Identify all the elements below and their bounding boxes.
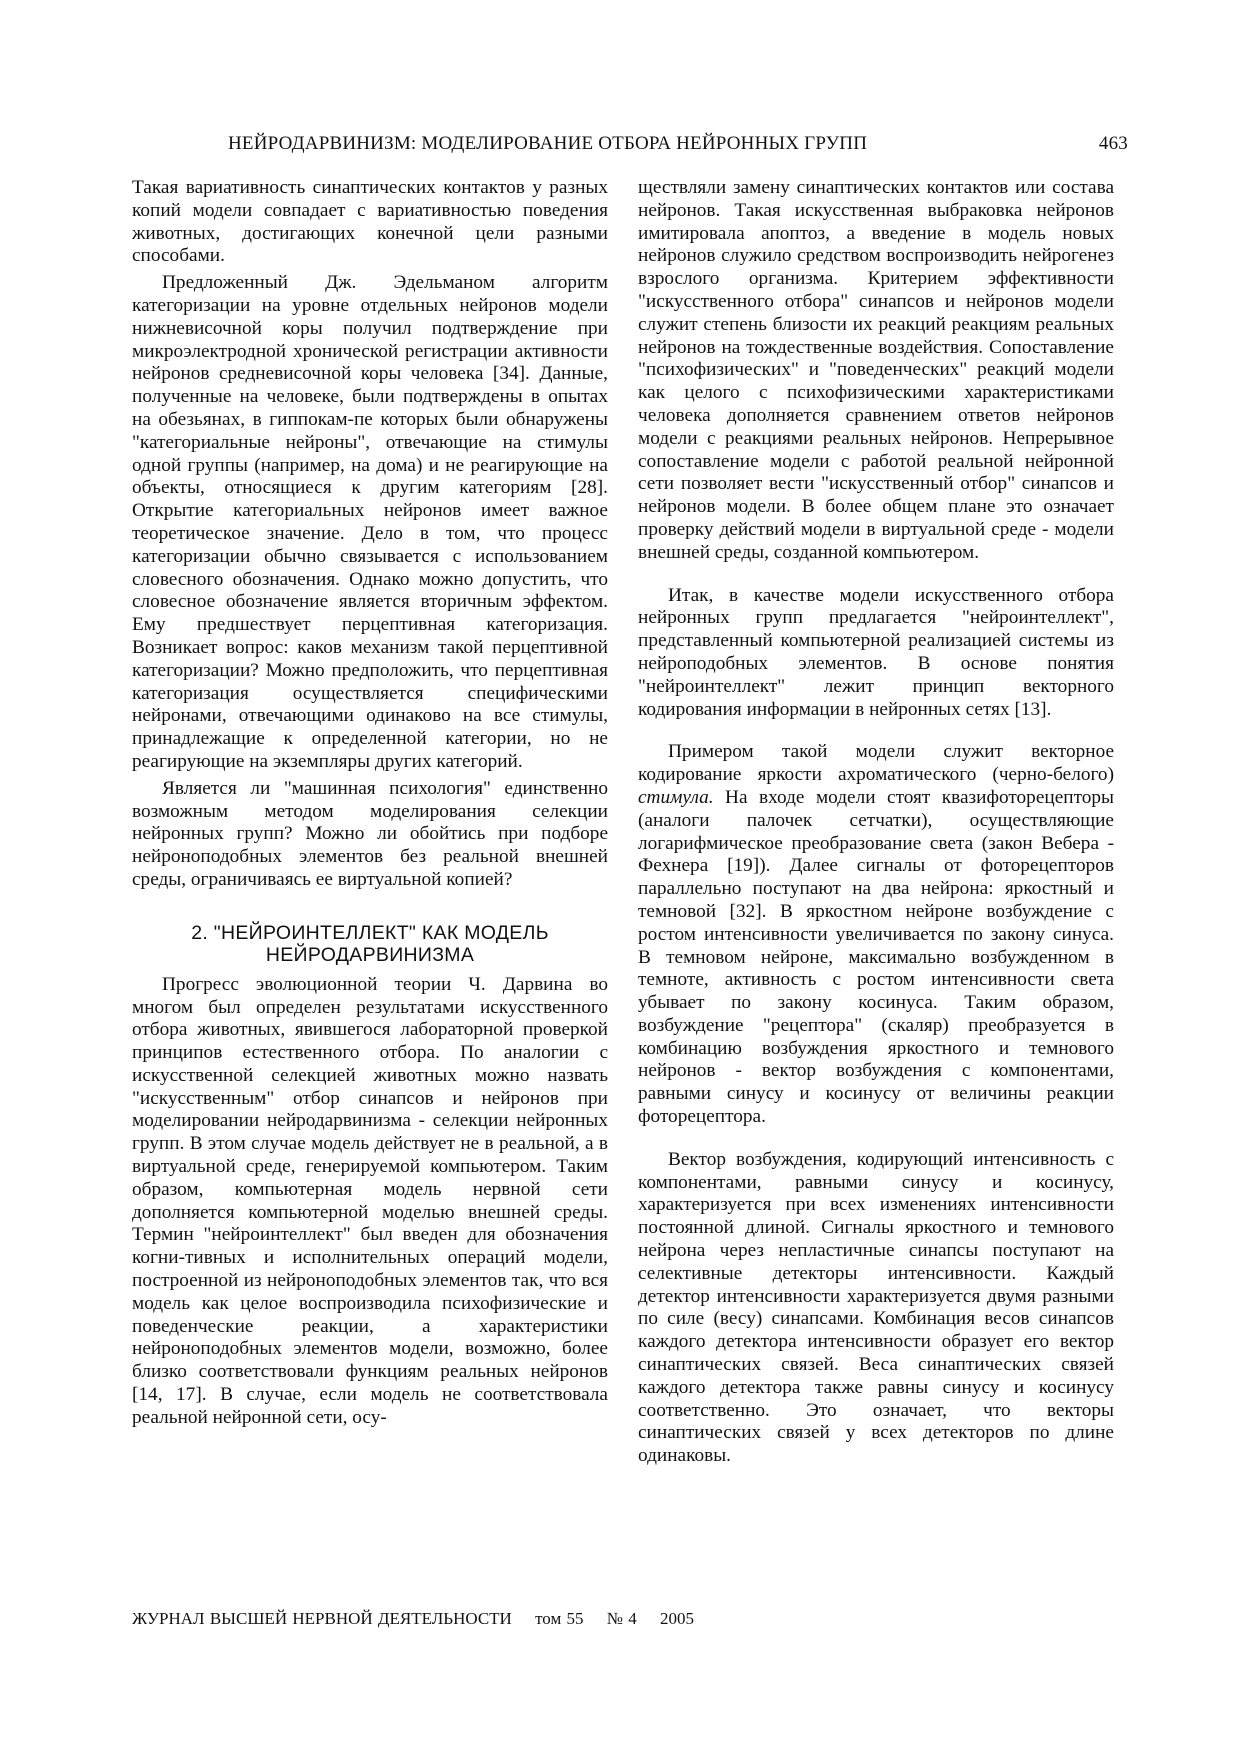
- paragraph-text: Примером такой модели служит векторное кодирование яркости ахроматического (черно-белого): [638, 741, 1114, 786]
- journal-issue: № 4: [606, 1609, 637, 1628]
- section-heading: 2. "НЕЙРОИНТЕЛЛЕКТ" КАК МОДЕЛЬ НЕЙРОДАРВИНИЗМА: [191, 921, 549, 966]
- paragraph: [638, 741, 1114, 1129]
- paragraph: Предложенный Дж. Эдельманом алгоритм категоризации на уровне отдельных нейронов модели нижневисочной коры получил подтверждение при микроэлектродной хронической регистрации активности нейронов средневисочной коры человека [34]. Данные, полученные на человеке, были подтверждены в опытах на обезьянах, в гиппокам-пе которых были обнаружены "категориальные нейроны", отвечающие на стимулы одной группы (например, на дома) и не реагирующие на объекты, относящиеся к другим категориям [28]. Открытие категориальных нейронов имеет важное теоретическое значение. Дело в том, что процесс категоризации обычно связывается с использованием словесного обозначения. Однако можно допустить, что словесное обозначение является вторичным эффектом. Ему предшествует перцептивная категоризация. Возникает вопрос: каков механизм такой перцептивной категоризации? Можно предположить, что перцептивная категоризация осуществляется специфическими нейронами, отвечающими одинаково на все стимулы, принадлежащие к определенной категории, но не реагирующие на экземпляры других категорий.: [132, 272, 608, 772]
- paragraph: Является ли "машинная психология" единственно возможным методом моделирования селекции нейронных групп? Можно ли обойтись при подборе нейроноподобных элементов без реальной внешней среды, ограничиваясь ее виртуальной копией?: [132, 777, 608, 890]
- journal-name: ЖУРНАЛ ВЫСШЕЙ НЕРВНОЙ ДЕЯТЕЛЬНОСТИ: [132, 1609, 512, 1628]
- paragraph: Прогресс эволюционной теории Ч. Дарвина во многом был определен результатами искусственного отбора животных, явившегося лабораторной проверкой принципов естественного отбора. По аналогии с искусственной селекцией животных можно назвать "искусственным" отбор синапсов и нейронов при моделировании нейродарвинизма - селекции нейронных групп. В этом случае модель действует не в реальной, а в виртуальной среде, генерируемой компьютером. Таким образом, компьютерная модель нервной сети дополняется компьютерной моделью внешней среды. Термин "нейроинтеллект" был введен для обозначения когни-тивных и исполнительных операций модели, построенной из нейроноподобных элементов так, что вся модель как целое воспроизводила психофизические и поведенческие реакции, а характеристики нейроноподобных элементов модели, возможно, более близко соответствовали функциям реальных нейронов [14, 17]. В случае, если модель не соответствовала реальной нейронной сети, осу-: [132, 973, 608, 1428]
- page-number: 463: [1098, 133, 1128, 154]
- paragraph: ществляли замену синаптических контактов или состава нейронов. Такая искусственная выбраковка нейронов имитировала апоптоз, а введение в модель новых нейронов служило средством воспроизводить нейрогенез взрослого организма. Критерием эффективности "искусственного отбора" синапсов и нейронов модели служит степень близости их реакций реакциям реальных нейронов на тождественные воздействия. Сопоставление "психофизических" и "поведенческих" реакций модели как целого с психофизическими характеристиками человека дополняется сравнением ответов нейронов модели с реакциями реальных нейронов. Непрерывное сопоставление модели с работой реальной нейронной сети позволяет вести "искусственный отбор" синапсов и нейронов модели. В более общем плане это означает проверку действий модели в виртуальной среде - модели внешней среды, созданной компьютером.: [638, 177, 1114, 563]
- left-column: [132, 177, 608, 1434]
- running-header: [228, 133, 1128, 163]
- journal-year: 2005: [659, 1609, 694, 1628]
- paragraph: Такая вариативность синаптических контактов у разных копий модели совпадает с вариативностью поведения животных, достигающих конечной цели разными способами.: [132, 177, 608, 267]
- journal-volume: том 55: [535, 1609, 584, 1628]
- paragraph-text: На входе модели стоят квазифоторецепторы (аналоги палочек сетчатки), осуществляющие логарифмическое преобразование света (закон Вебера - Фехнера [19]). Далее сигналы от фоторецепторов параллельно поступают на два нейрона: яркостный и темновой [32]. В яркостном нейроне возбуждение с ростом интенсивности увеличивается по закону синуса. В темновом нейроне, максимально возбужденном в темноте, активность с ростом интенсивности света убывает по закону косинуса. Таким образом, возбуждение "рецептора" (скаляр) преобразуется в комбинацию возбуждения яркостного и темнового нейронов - вектор возбуждения с компонентами, равными синусу и косинусу от величины реакции фоторецептора.: [638, 786, 1114, 1128]
- right-column: [638, 177, 1114, 1472]
- paragraph: Вектор возбуждения, кодирующий интенсивность с компонентами, равными синусу и косинусу, характеризуется при всех изменениях интенсивности постоянной длиной. Сигналы яркостного и темнового нейрона через непластичные синапсы поступают на селективные детекторы интенсивности. Каждый детектор интенсивности характеризуется двумя разными по силе (весу) синапсами. Комбинация весов синапсов каждого детектора интенсивности образует его вектор синаптических связей. Веса синаптических связей каждого детектора также равны синусу и косинусу соответственно. Это означает, что векторы синаптических связей у всех детекторов по длине одинаковы.: [638, 1148, 1114, 1467]
- running-title: НЕЙРОДАРВИНИЗМ: МОДЕЛИРОВАНИЕ ОТБОРА НЕЙРОННЫХ ГРУПП: [228, 133, 868, 154]
- italic-term: стимула.: [638, 786, 714, 808]
- journal-footer: [132, 1609, 712, 1629]
- paragraph: Итак, в качестве модели искусственного отбора нейронных групп предлагается "нейроинтеллект", представленный компьютерной реализацией системы из нейроподобных элементов. В основе понятия "нейроинтеллект" лежит принцип векторного кодирования информации в нейронных сетях [13].: [638, 584, 1114, 720]
